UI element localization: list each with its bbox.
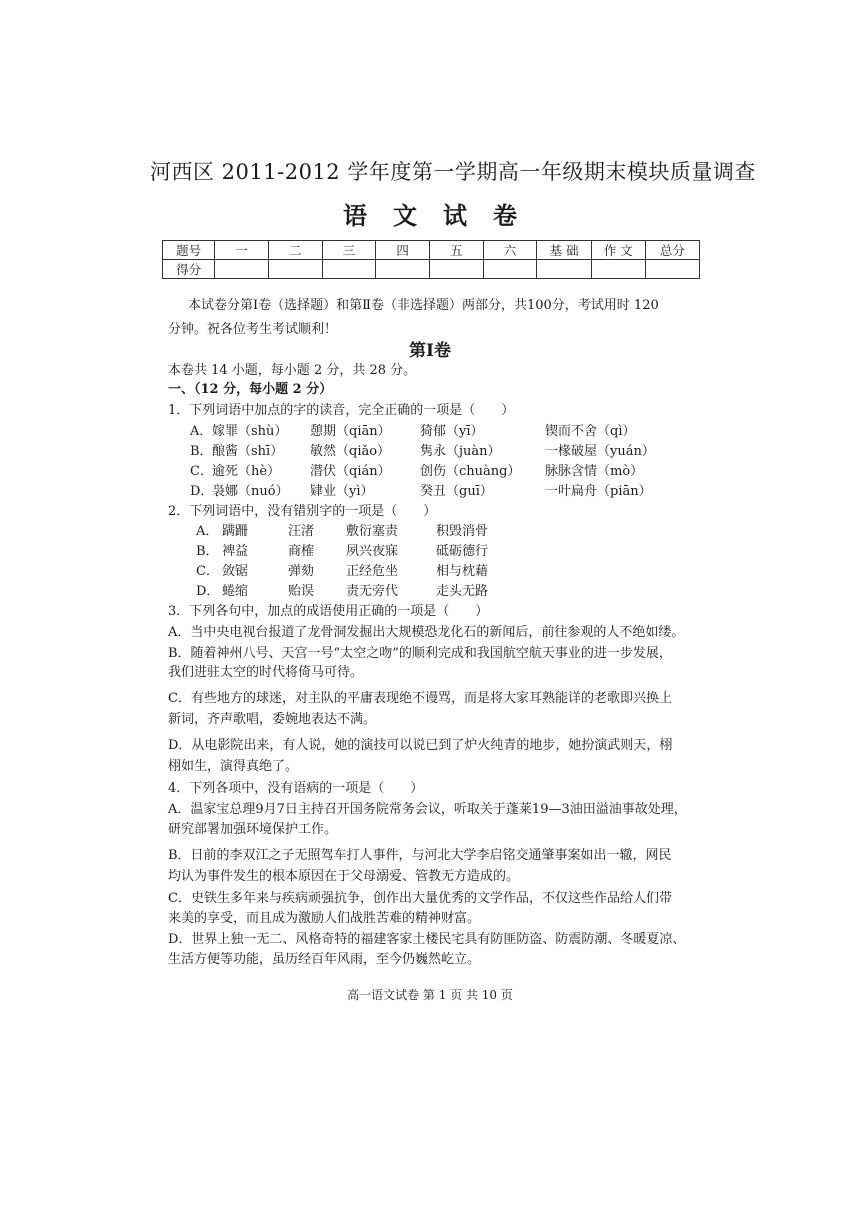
score-cell: 四 bbox=[376, 241, 430, 260]
option-word: 弹劾 bbox=[288, 564, 315, 579]
score-cell: 三 bbox=[322, 241, 376, 260]
question-4-line: 生活方便等功能，虽历经百年风雨，至今仍巍然屹立。 bbox=[168, 952, 481, 967]
score-cell: 五 bbox=[429, 241, 483, 260]
score-blank bbox=[376, 260, 430, 279]
score-blank bbox=[322, 260, 376, 279]
option-label: A． bbox=[196, 524, 219, 539]
question-4-stem: 4．下列各项中，没有语病的一项是（ ） bbox=[168, 781, 424, 796]
score-blank bbox=[645, 260, 699, 279]
score-table bbox=[162, 240, 700, 279]
question-4-line: 均认为事件发生的根本原因在于父母溺爱、管教无方造成的。 bbox=[168, 869, 520, 884]
part-note: 本卷共 14 小题，每小题 2 分，共 28 分。 bbox=[168, 363, 417, 378]
page-footer: 高一语文试卷 第 1 页 共 10 页 bbox=[347, 988, 513, 1002]
option-label: A． bbox=[190, 424, 213, 439]
exam-title: 河西区 2011-2012 学年度第一学期高一年级期末模块质量调查 bbox=[150, 160, 756, 184]
option-label: C． bbox=[196, 564, 219, 579]
question-1-stem: 1．下列词语中加点的字的读音，完全正确的一项是（ ） bbox=[168, 403, 515, 418]
question-4-line: B．日前的李双江之子无照驾车打人事件，与河北大学李启铭交通肇事案如出一辙，网民 bbox=[168, 848, 672, 863]
intro-line-2: 分钟。祝各位考生考试顺利！ bbox=[168, 322, 338, 337]
score-blank bbox=[537, 260, 591, 279]
option-word: 积毁消骨 bbox=[436, 524, 489, 539]
question-3-line: 新词，齐声歌唱，委婉地表达不满。 bbox=[168, 712, 377, 727]
question-4-line: D．世界上独一无二、风格奇特的福建客家土楼民宅具有防匪防盗、防震防潮、冬暖夏凉、 bbox=[168, 932, 686, 947]
score-table-score-row bbox=[163, 260, 700, 279]
option-word: 锲而不舍（qì） bbox=[545, 424, 636, 439]
option-label: B． bbox=[196, 544, 219, 559]
question-4-line: 来美的享受，而且成为激励人们战胜苦难的精神财富。 bbox=[168, 911, 481, 926]
option-word: 癸丑（guī） bbox=[420, 484, 493, 499]
question-4-line: A．温家宝总理9月7日主持召开国务院常务会议，听取关于蓬莱19—3油田溢油事故处理， bbox=[168, 802, 687, 817]
score-cell: 总分 bbox=[645, 241, 699, 260]
option-word: 相与枕藉 bbox=[436, 564, 489, 579]
question-3-stem: 3．下列各句中，加点的成语使用正确的一项是（ ） bbox=[168, 604, 489, 619]
option-word: 蜷缩 bbox=[222, 584, 249, 599]
question-3-line: B．随着神州八号、天宫一号“太空之吻”的顺利完成和我国航空航天事业的进一步发展， bbox=[168, 646, 672, 661]
option-label: D． bbox=[196, 584, 220, 599]
score-blank bbox=[429, 260, 483, 279]
option-word: 夙兴夜寐 bbox=[346, 544, 399, 559]
score-cell: 二 bbox=[268, 241, 322, 260]
option-word: 责无旁代 bbox=[346, 584, 399, 599]
question-4-line: 研究部署加强环境保护工作。 bbox=[168, 822, 338, 837]
option-word: 敏然（qiǎo） bbox=[310, 444, 391, 459]
question-3-line: 栩如生，演得真绝了。 bbox=[168, 759, 299, 774]
option-word: 猗郁（yī） bbox=[420, 424, 484, 439]
option-label: C． bbox=[190, 464, 213, 479]
option-word: 商榷 bbox=[288, 544, 315, 559]
option-word: 肄业（yì） bbox=[310, 484, 374, 499]
question-3-line: D．从电影院出来，有人说，她的演技可以说已到了炉火纯青的地步，她扮演武则天，栩 bbox=[168, 738, 673, 753]
score-cell: 基 础 bbox=[537, 241, 591, 260]
score-blank bbox=[215, 260, 269, 279]
option-word: 一叶扁舟（piān） bbox=[545, 484, 652, 499]
question-2-stem: 2．下列词语中，没有错别字的一项是（ ） bbox=[168, 504, 437, 519]
exam-subtitle: 语文试卷 bbox=[343, 201, 543, 230]
option-word: 正经危坐 bbox=[346, 564, 399, 579]
option-word: 隽永（juàn） bbox=[420, 444, 501, 459]
option-word: 袅娜（nuó） bbox=[212, 484, 289, 499]
question-4-line: C．史铁生多年来与疾病顽强抗争，创作出大量优秀的文学作品，不仅这些作品给人们带 bbox=[168, 891, 672, 906]
option-word: 潜伏（qián） bbox=[310, 464, 391, 479]
option-word: 脉脉含情（mò） bbox=[545, 464, 644, 479]
question-3-line: C．有些地方的球迷，对主队的平庸表现绝不谩骂，而是将大家耳熟能详的老歌即兴换上 bbox=[168, 691, 672, 706]
option-word: 砥砺德行 bbox=[436, 544, 489, 559]
option-word: 蹒跚 bbox=[222, 524, 249, 539]
option-word: 敷衍塞责 bbox=[346, 524, 399, 539]
option-word: 创伤（chuàng） bbox=[420, 464, 521, 479]
option-word: 敛锯 bbox=[222, 564, 249, 579]
option-label: D． bbox=[190, 484, 214, 499]
score-blank bbox=[483, 260, 537, 279]
option-word: 酿酱（shī） bbox=[212, 444, 284, 459]
score-cell: 得分 bbox=[163, 260, 215, 279]
score-cell: 作 文 bbox=[591, 241, 645, 260]
score-blank bbox=[268, 260, 322, 279]
option-word: 憩期（qiān） bbox=[310, 424, 391, 439]
option-word: 裨益 bbox=[222, 544, 249, 559]
score-table-header-row bbox=[163, 241, 700, 260]
section-heading: 一、（12 分，每小题 2 分） bbox=[168, 382, 333, 397]
score-cell: 一 bbox=[215, 241, 269, 260]
option-word: 嫁罪（shù） bbox=[212, 424, 288, 439]
intro-line-1: 本试卷分第Ⅰ卷（选择题）和第Ⅱ卷（非选择题）两部分，共100分，考试用时 120 bbox=[188, 298, 659, 313]
option-word: 贻误 bbox=[288, 584, 315, 599]
score-cell: 六 bbox=[483, 241, 537, 260]
option-label: B． bbox=[190, 444, 213, 459]
part-title: 第Ⅰ卷 bbox=[409, 341, 451, 361]
score-cell: 题号 bbox=[163, 241, 215, 260]
option-word: 汪渚 bbox=[288, 524, 315, 539]
option-word: 逾死（hè） bbox=[212, 464, 281, 479]
option-word: 一椽破屋（yuán） bbox=[545, 444, 655, 459]
question-3-line: 我们进驻太空的时代将倚马可待。 bbox=[168, 665, 364, 680]
question-3-line: A．当中央电视台报道了龙骨洞发掘出大规模恐龙化石的新闻后，前往参观的人不绝如缕。 bbox=[168, 625, 685, 640]
option-word: 走头无路 bbox=[436, 584, 489, 599]
score-blank bbox=[591, 260, 645, 279]
